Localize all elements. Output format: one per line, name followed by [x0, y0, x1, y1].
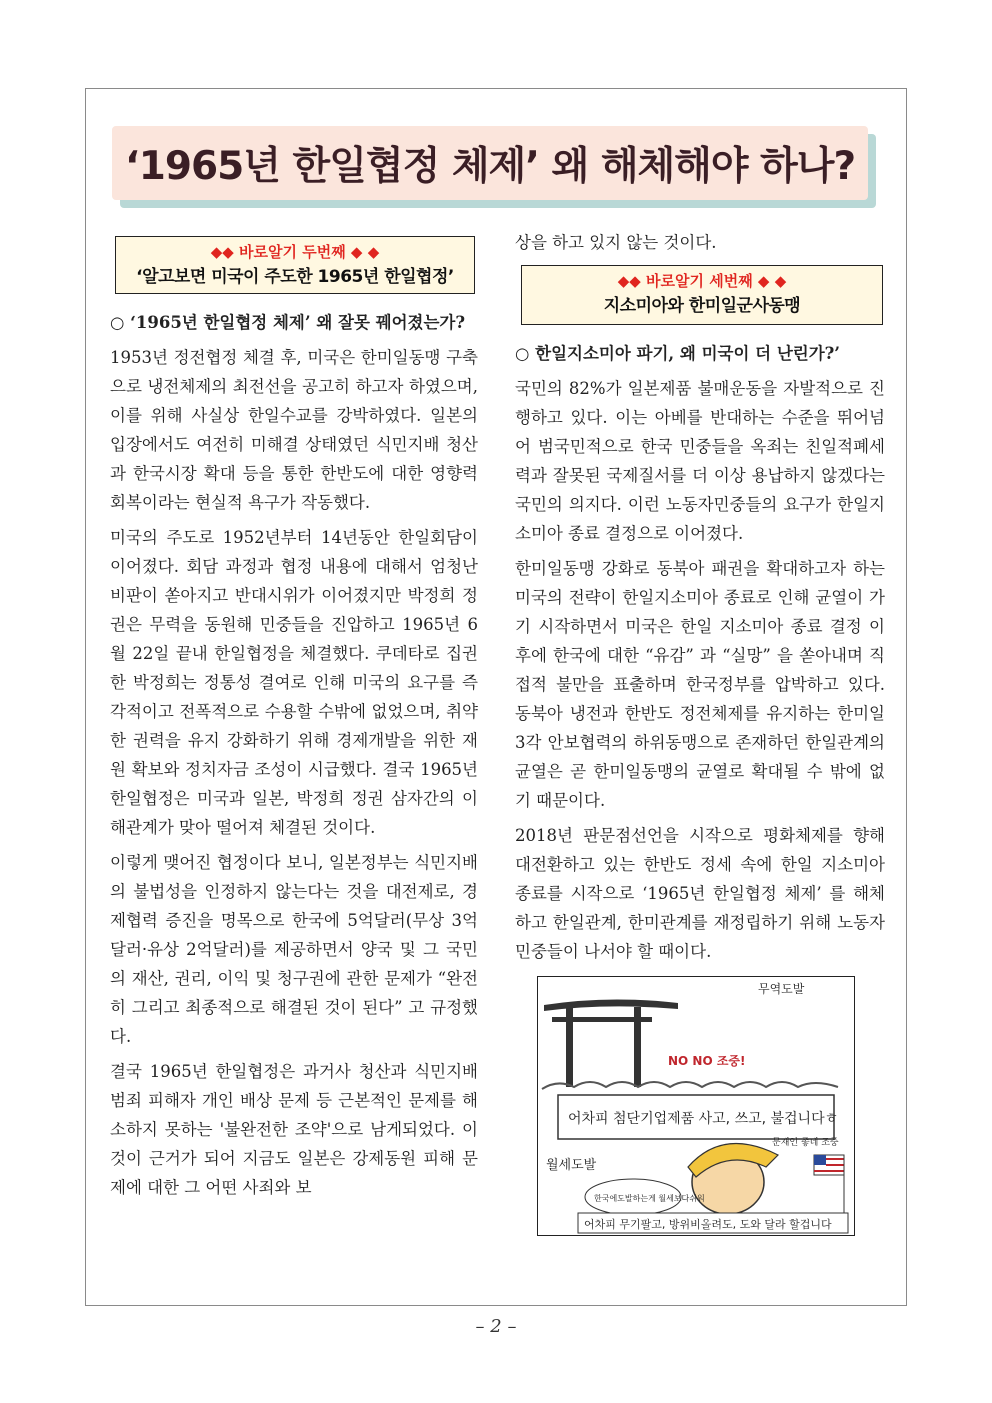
continued-text: 상을 하고 있지 않는 것이다.	[515, 233, 717, 252]
political-cartoon	[537, 976, 855, 1236]
title-banner	[112, 126, 868, 200]
section-kicker: ◆◆ 바로알기 세번째 ◆ ◆	[617, 272, 787, 290]
paragraph: 2018년 판문점선언을 시작으로 평화체제를 향해 대전환하고 있는 한반도 정세 속에 한일 지소미아 종료를 시작으로 ‘1965년 한일협정 체제’ 를 해체하고 한일관계, 한미관계를 재정립하기 위해 노동자민중들이 나서야 할 때이다.	[515, 826, 885, 961]
speech-text: 한국에도발하는게 월세보다쉬워	[594, 1194, 705, 1203]
torii-gate-icon	[544, 999, 678, 1011]
section-box-second	[115, 236, 475, 294]
cartoon-drawing	[538, 977, 854, 1235]
paragraph: 결국 1965년 한일협정은 과거사 청산과 식민지배범죄 피해자 개인 배상 문제 등 근본적인 문제를 해소하지 못하는 '불완전한 조약'으로 남게되었다. 이것이 근거가 되어 지금도 일본은 강제동원 피해 문제에 대한 그 어떤 사죄와 보	[110, 1062, 478, 1197]
paragraph: 1953년 정전협정 체결 후, 미국은 한미일동맹 구축으로 냉전체제의 최전선을 공고히 하고자 하였으며, 이를 위해 사실상 한일수교를 강박하였다. 일본의 입장에서도 여전히 미해결 상태였던 식민지배 청산과 한국시장 확대 등을 통한 한반도에 대한 영향력 회복이라는 현실적 욕구가 작동했다.	[110, 348, 478, 512]
section-box-third	[521, 265, 883, 325]
section-subtitle: 지소미아와 한미일군사동맹	[603, 296, 801, 316]
paragraph: 미국의 주도로 1952년부터 14년동안 한일회담이 이어졌다. 회담 과정과 협정 내용에 대해서 엄청난 비판이 쏟아지고 반대시위가 이어졌지만 박정희 정권은 무력을 동원해 민중들을 진압하고 1965년 6월 22일 끝내 한일협정을 체결했다. 쿠데타로 집권한 박정희는 정통성 결여로 인해 미국의 요구를 즉각적이고 전폭적으로 수용할 수밖에 없었으며, 취약한 권력을 유지 강화하기 위해 경제개발을 위한 재원 확보와 정치자금 조성이 시급했다. 결국 1965년 한일협정은 미국과 일본, 박정희 정권 삼자간의 이해관계가 맞아 떨어져 체결된 것이다.	[110, 528, 478, 837]
tag-text: 문재인 좋네 조중	[772, 1138, 839, 1148]
section-subtitle: ‘알고보면 미국이 주도한 1965년 한일협정’	[136, 267, 454, 287]
section-kicker: ◆◆ 바로알기 두번째 ◆ ◆	[210, 243, 380, 261]
banner-bottom-text: 어차피 무기팔고, 방위비올려도, 도와 달라 할겁니다	[584, 1218, 832, 1231]
left-column	[110, 236, 478, 1208]
question-heading: ○ ‘1965년 한일협정 체제’ 왜 잘못 꿰어졌는가?	[110, 313, 466, 332]
us-flag-icon	[814, 1155, 826, 1165]
crowd-icon	[542, 1082, 838, 1089]
question-heading: ○ 한일지소미아 파기, 왜 미국이 더 난린가?’	[515, 344, 841, 363]
banner-top-text: 어차피 첨단기업제품 사고, 쓰고, 불겁니다ㅎ	[568, 1111, 839, 1127]
paragraph: 한미일동맹 강화로 동북아 패권을 확대하고자 하는 미국의 전략이 한일지소미아 종료로 인해 균열이 가기 시작하면서 미국은 한일 지소미아 종료 결정 이후에 한국에 대한 “유감” 과 “실망” 을 쏟아내며 직접적 불만을 표출하며 한국정부를 압박하고 있다. 동북아 냉전과 한반도 정전체제를 유지하는 한미일 3각 안보협력의 하위동맹으로 존재하던 한일관계의 균열은 곧 한미일동맹의 균열로 확대될 수 밖에 없기 때문이다.	[515, 559, 885, 810]
paragraph: 국민의 82%가 일본제품 불매운동을 자발적으로 진행하고 있다. 이는 아베를 반대하는 수준을 뛰어넘어 범국민적으로 한국 민중들을 옥죄는 친일적폐세력과 잘못된 국제질서를 더 이상 용납하지 않겠다는 국민의 의지다. 이런 노동자민중들의 요구가 한일지소미아 종료 결정으로 이어졌다.	[515, 379, 885, 543]
cartoon-label-rent: 월세도발	[546, 1158, 597, 1173]
cartoon-label-trade: 무역도발	[758, 982, 805, 996]
paragraph: 이렇게 맺어진 협정이다 보니, 일본정부는 식민지배의 불법성을 인정하지 않는다는 것을 대전제로, 경제협력 증진을 명목으로 한국에 5억달러(무상 3억달러·유상 2억달러)를 제공하면서 양국 및 그 국민의 재산, 권리, 이익 및 청구권에 관한 문제가 “완전히 그리고 최종적으로 해결된 것이 된다” 고 규정했다.	[110, 853, 478, 1046]
cartoon-shout: NO NO 조중!	[668, 1054, 746, 1068]
right-column	[515, 228, 885, 1236]
page-title: ‘1965년 한일협정 체제’ 왜 해체해야 하나?	[124, 144, 856, 189]
page-number: – 2 –	[475, 1316, 517, 1337]
